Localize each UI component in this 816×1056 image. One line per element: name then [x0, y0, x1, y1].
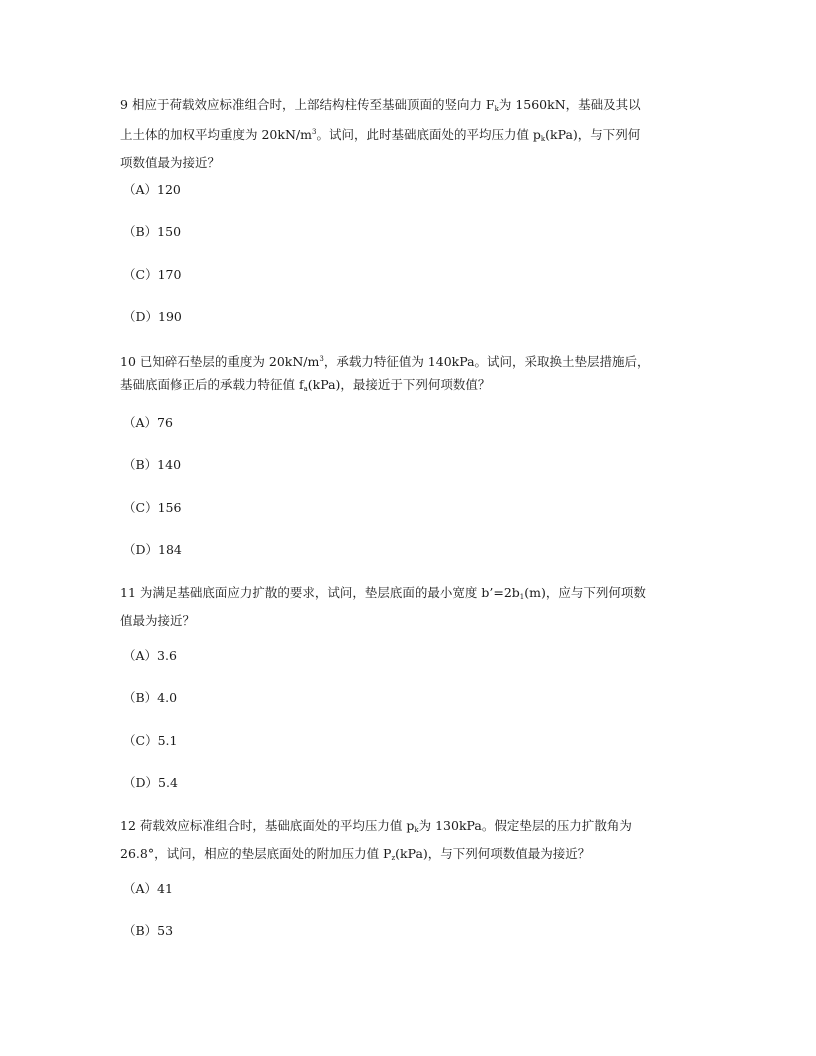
question-line: 值最为接近？ [120, 613, 196, 628]
question-line: 10 已知碎石垫层的重度为 $20kN/m^3$，承载力特征值为 140kPa。试问，采取换土垫层措施后， [120, 354, 650, 369]
question-12 [120, 814, 710, 870]
option-11c: （C）5.1 [123, 733, 178, 748]
option-10c: （C）156 [123, 500, 182, 515]
option-9d: （D）190 [123, 309, 182, 324]
question-number: 10 [120, 354, 136, 369]
question-number: 9 [120, 97, 128, 112]
option-11d: （D）5.4 [123, 775, 178, 790]
question-line: 基础底面修正后的承载力特征值 $f_a(kPa)$，最接近于下列何项数值？ [120, 377, 491, 393]
option-11b: （B）4.0 [123, 690, 178, 705]
option-9a: （A）120 [123, 182, 181, 197]
question-line: 9 相应于荷载效应标准组合时，上部结构柱传至基础顶面的竖向力 $F_k$为 1560kN，基础及其以 [120, 97, 641, 113]
question-number: 11 [120, 585, 136, 600]
question-11 [120, 581, 710, 632]
option-12a: （A）41 [123, 881, 173, 896]
option-10d: （D）184 [123, 542, 182, 557]
question-line: 12 荷载效应标准组合时，基础底面处的平均压力值 $p_k$为 130kPa。假定垫层的压力扩散角为 [120, 818, 632, 834]
question-line: 11 为满足基础底面应力扩散的要求，试问，垫层底面的最小宽度 $b’=2b_1(m)$，应与下列何项数 [120, 585, 646, 601]
option-10a: （A）76 [123, 415, 173, 430]
question-line: 26.8°，试问，相应的垫层底面处的附加压力值 $P_z(kPa)$，与下列何项数值最为接近？ [120, 846, 591, 862]
option-10b: （B）140 [123, 457, 182, 472]
option-12b: （B）53 [123, 923, 174, 938]
option-9c: （C）170 [123, 267, 182, 282]
question-10 [120, 348, 710, 401]
question-9 [120, 93, 710, 174]
question-line: 项数值最为接近？ [120, 155, 221, 170]
question-number: 12 [120, 818, 136, 833]
question-line: 上土体的加权平均重度为 $20kN/m^3$。试问，此时基础底面处的平均压力值 $p_k(kPa)$，与下列何 [120, 127, 641, 143]
option-9b: （B）150 [123, 224, 182, 239]
option-11a: （A）3.6 [123, 648, 177, 663]
